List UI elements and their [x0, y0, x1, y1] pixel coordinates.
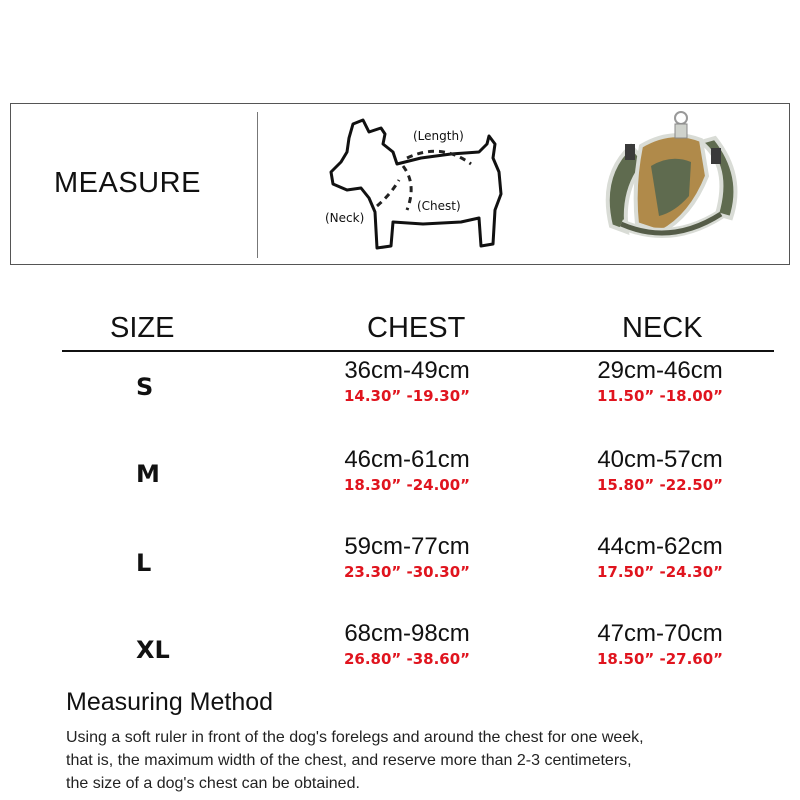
neck-inches: 15.80” -22.50”: [596, 476, 724, 494]
chest-cm: 68cm-98cm: [344, 620, 470, 647]
method-line: that is, the maximum width of the chest, and reserve more than 2-3 centimeters,: [66, 752, 632, 769]
size-label: M: [136, 460, 160, 488]
neck-cm: 47cm-70cm: [597, 620, 723, 647]
table-row: [0, 357, 800, 437]
chest-inches: 14.30” -19.30”: [343, 387, 471, 405]
chest-cm: 46cm-61cm: [344, 446, 470, 473]
neck-inches: 11.50” -18.00”: [596, 387, 724, 405]
chest-inches: 18.30” -24.00”: [343, 476, 471, 494]
chest-inches: 23.30” -30.30”: [343, 563, 471, 581]
size-label: XL: [136, 636, 170, 664]
chest-cm: 59cm-77cm: [344, 533, 470, 560]
chest-cm: 36cm-49cm: [344, 357, 470, 384]
neck-label: (Neck): [325, 211, 365, 225]
table-row: [0, 446, 800, 526]
chest-label: (Chest): [417, 199, 461, 213]
neck-inches: 17.50” -24.30”: [596, 563, 724, 581]
header-neck: NECK: [622, 312, 703, 344]
size-label: L: [136, 549, 152, 577]
neck-inches: 18.50” -27.60”: [596, 650, 724, 668]
header-divider: [62, 350, 774, 352]
method-title: Measuring Method: [66, 688, 274, 716]
measure-label: MEASURE: [54, 167, 201, 199]
chest-inches: 26.80” -38.60”: [343, 650, 471, 668]
neck-cm: 29cm-46cm: [597, 357, 723, 384]
header-size: SIZE: [110, 312, 175, 344]
method-line: Using a soft ruler in front of the dog's forelegs and around the chest for one week,: [66, 729, 644, 746]
size-label: S: [136, 373, 154, 401]
header-chest: CHEST: [367, 312, 466, 344]
method-line: the size of a dog's chest can be obtained.: [66, 775, 360, 792]
neck-cm: 44cm-62cm: [597, 533, 723, 560]
table-row: [0, 533, 800, 613]
neck-cm: 40cm-57cm: [597, 446, 723, 473]
method-text: [66, 726, 766, 795]
length-label: (Length): [413, 129, 464, 143]
